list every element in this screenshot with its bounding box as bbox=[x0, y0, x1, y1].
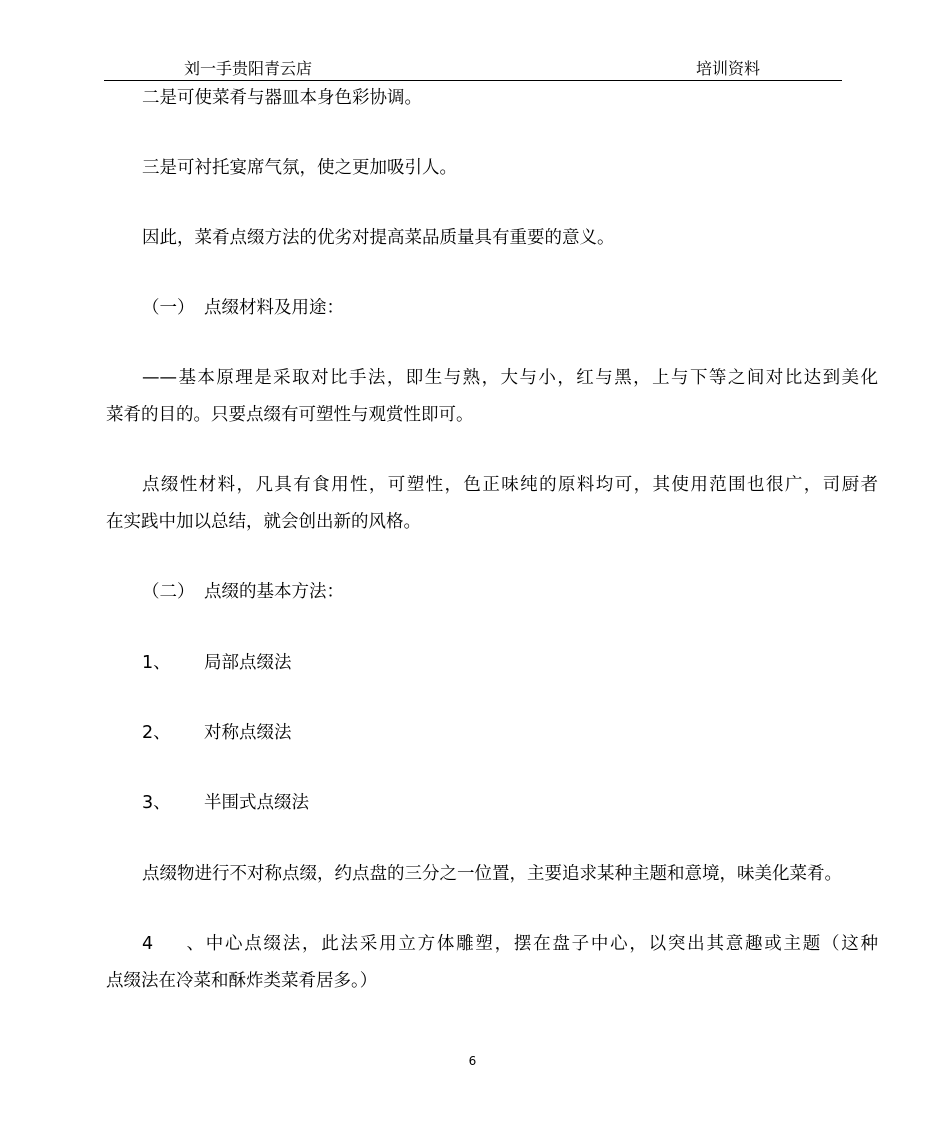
header-doc-type: 培训资料 bbox=[696, 59, 761, 78]
header-store-name: 刘一手贵阳青云店 bbox=[184, 59, 313, 78]
page-number: 6 bbox=[468, 1054, 477, 1068]
method-number: 1、 bbox=[142, 653, 171, 673]
paragraph-principle-line1: ——基本原理是采取对比手法，即生与熟，大与小，红与黑，上与下等之间对比达到美化 bbox=[142, 368, 878, 388]
method-item-4-line1 bbox=[106, 926, 878, 962]
method-item-1 bbox=[106, 645, 878, 681]
paragraph-asymmetric: 点缀物进行不对称点缀，约点盘的三分之一位置，主要追求某种主题和意境，味美化菜肴。 bbox=[142, 864, 842, 884]
method-text: 中心点缀法，此法采用立方体雕塑，摆在盘子中心，以突出其意趣或主题（这种 bbox=[204, 934, 878, 954]
paragraph-significance: 因此，菜肴点缀方法的优劣对提高菜品质量具有重要的意义。 bbox=[142, 228, 615, 248]
paragraph-materials-line2: 在实践中加以总结，就会创出新的风格。 bbox=[106, 512, 421, 532]
paragraph-colors: 二是可使菜肴与器皿本身色彩协调。 bbox=[142, 88, 422, 108]
method-text: 半围式点缀法 bbox=[204, 793, 309, 813]
method-text: 对称点缀法 bbox=[204, 723, 292, 743]
paragraph-materials-line1: 点缀性材料，凡具有食用性，可塑性，色正味纯的原料均可，其使用范围也很广，司厨者 bbox=[142, 475, 878, 495]
section-title: 点缀材料及用途： bbox=[204, 298, 344, 318]
method-item-4-line2: 点缀法在冷菜和酥炸类菜肴居多。） bbox=[106, 971, 378, 991]
method-item-3 bbox=[106, 785, 878, 821]
paragraph-principle-line2: 菜肴的目的。只要点缀有可塑性与观赏性即可。 bbox=[106, 405, 474, 425]
paragraph-atmosphere: 三是可衬托宴席气氛，使之更加吸引人。 bbox=[142, 158, 457, 178]
method-item-2 bbox=[106, 715, 878, 751]
section-heading-methods bbox=[106, 574, 878, 610]
method-number: 4、 bbox=[142, 934, 204, 954]
page-header bbox=[104, 54, 842, 81]
method-text: 局部点缀法 bbox=[204, 653, 292, 673]
method-number: 3、 bbox=[142, 793, 171, 813]
method-number: 2、 bbox=[142, 723, 171, 743]
section-number: （一） bbox=[142, 298, 195, 318]
section-heading-materials bbox=[106, 290, 878, 326]
section-title: 点缀的基本方法： bbox=[204, 582, 344, 602]
section-number: （二） bbox=[142, 582, 195, 602]
